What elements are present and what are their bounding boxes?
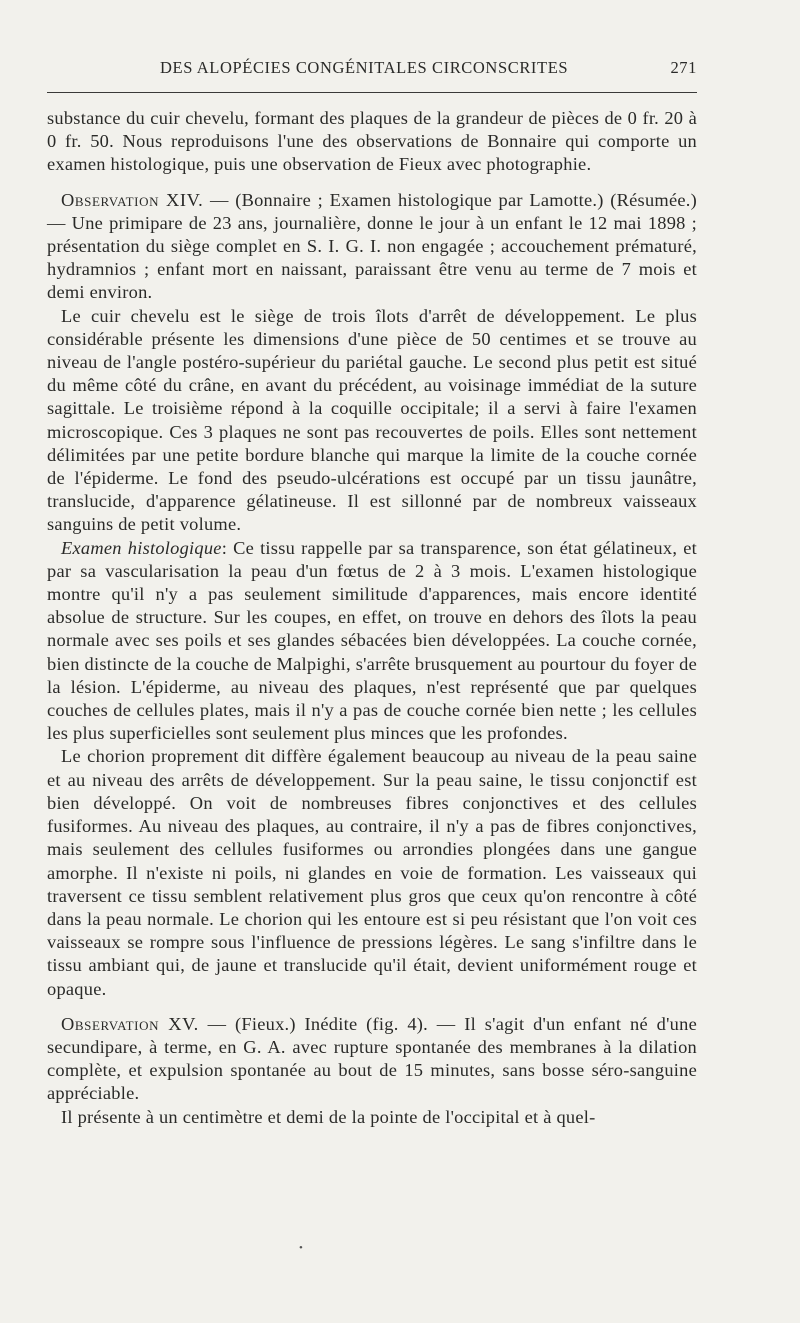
running-head: DES ALOPÉCIES CONGÉNITALES CIRCONSCRITES xyxy=(160,58,569,77)
observation-xv-text: — (Fieux.) Inédite (fig. 4). — Il s'agit d'un enfant né d'une secundipare, à terme, en G. A. avec rupture spontanée des membranes à la dilation complète, et expulsion spontanée au bout de 15 minutes, sans bosse séro-sanguine appréciable. xyxy=(47,1013,697,1104)
observation-xv-label: Observation XV. xyxy=(61,1013,199,1034)
observation-xiv xyxy=(47,189,697,305)
histology-text: : Ce tissu rappelle par sa transparence, son état gélatineux, et par sa vascularisation la peau d'un fœtus de 2 à 3 mois. L'examen histologique montre qu'il n'y a pas seulement similitude d'apparences, mais encore identité absolue de structure. Sur les coupes, en effet, on trouve en dehors des îlots la peau normale avec ses poils et ses glandes sébacées bien développées. La couche cornée, bien distincte de la couche de Malpighi, s'arrête brusquement au pourtour du foyer de la lésion. L'épiderme, au niveau des plaques, n'est représenté que par quelques couches de cellules plates, mais il n'y a pas de couche cornée bien nette ; les cellules les plus superficielles sont seulement plus minces que les profondes. xyxy=(47,537,697,744)
paragraph-continuation: Il présente à un centimètre et demi de la pointe de l'occipital et à quel- xyxy=(61,1106,596,1127)
paragraph-histology xyxy=(47,537,697,746)
observation-xv xyxy=(47,1013,697,1106)
paragraph-chorion: Le chorion proprement dit diffère également beaucoup au niveau de la peau saine et au niveau des arrêts de développement. Sur la peau saine, le tissu conjonctif est bien développé. On voit de nombreuses fibres conjonctives et des cellules fusiformes. Au niveau des plaques, au contraire, il n'y a pas de fibres conjonctives, mais seulement des cellules fusiformes ou arrondies plongées dans une gangue amorphe. Il n'existe ni poils, ni glandes en voie de formation. Les vaisseaux qui traversent ce tissu semblent relativement plus gros que ceux qu'on rencontre à côté dans la peau normale. Le chorion qui les entoure est si peu résistant que l'on voit ces vaisseaux se rompre sous l'influence de pressions légères. Le sang s'infiltre dans le tissu ambiant qui, de jaune et translucide qu'il était, devient uniformément rouge et opaque. xyxy=(47,746,697,999)
print-mark: • xyxy=(299,1242,303,1254)
paragraph-scalp: Le cuir chevelu est le siège de trois îlots d'arrêt de développement. Le plus considérable présente les dimensions d'une pièce de 50 centimes et se trouve au niveau de l'angle postéro-supérieur du pariétal gauche. Le second plus petit est situé du même côté du crâne, en avant du précédent, au voisinage immédiat de la suture sagittale. Le troisième répond à la coquille occipitale; il a servi à faire l'examen microscopique. Ces 3 plaques ne sont pas recouvertes de poils. Elles sont nettement délimitées par une petite bordure blanche qui marque la limite de la couche cornée de l'épiderme. Le fond des pseudo-ulcérations est occupé par un tissu jaunâtre, translucide, d'apparence gélatineuse. Il est sillonné par de nombreux vaisseaux sanguins de petit volume. xyxy=(47,305,697,535)
observation-xiv-label: Observation XIV. xyxy=(61,189,204,210)
page xyxy=(47,54,697,1129)
page-number: 271 xyxy=(670,58,697,77)
page-header xyxy=(47,54,697,86)
observation-xiv-text: — (Bonnaire ; Examen histologique par Lamotte.) (Résumée.) — Une primipare de 23 ans, journalière, donne le jour à un enfant le 12 mai 1898 ; présentation du siège complet en S. I. G. I. non engagée ; accouchement prématuré, hydramnios ; enfant mort en naissant, paraissant être venu au terme de 7 mois et demi environ. xyxy=(47,189,697,303)
header-rule xyxy=(47,92,697,93)
paragraph-intro: substance du cuir chevelu, formant des plaques de la grandeur de pièces de 0 fr. 20 à 0 fr. 50. Nous reproduisons l'une des observations de Bonnaire qui comporte un examen histologique, puis une observation de Fieux avec photographie. xyxy=(47,108,697,175)
histology-label: Examen histologique xyxy=(61,537,222,558)
